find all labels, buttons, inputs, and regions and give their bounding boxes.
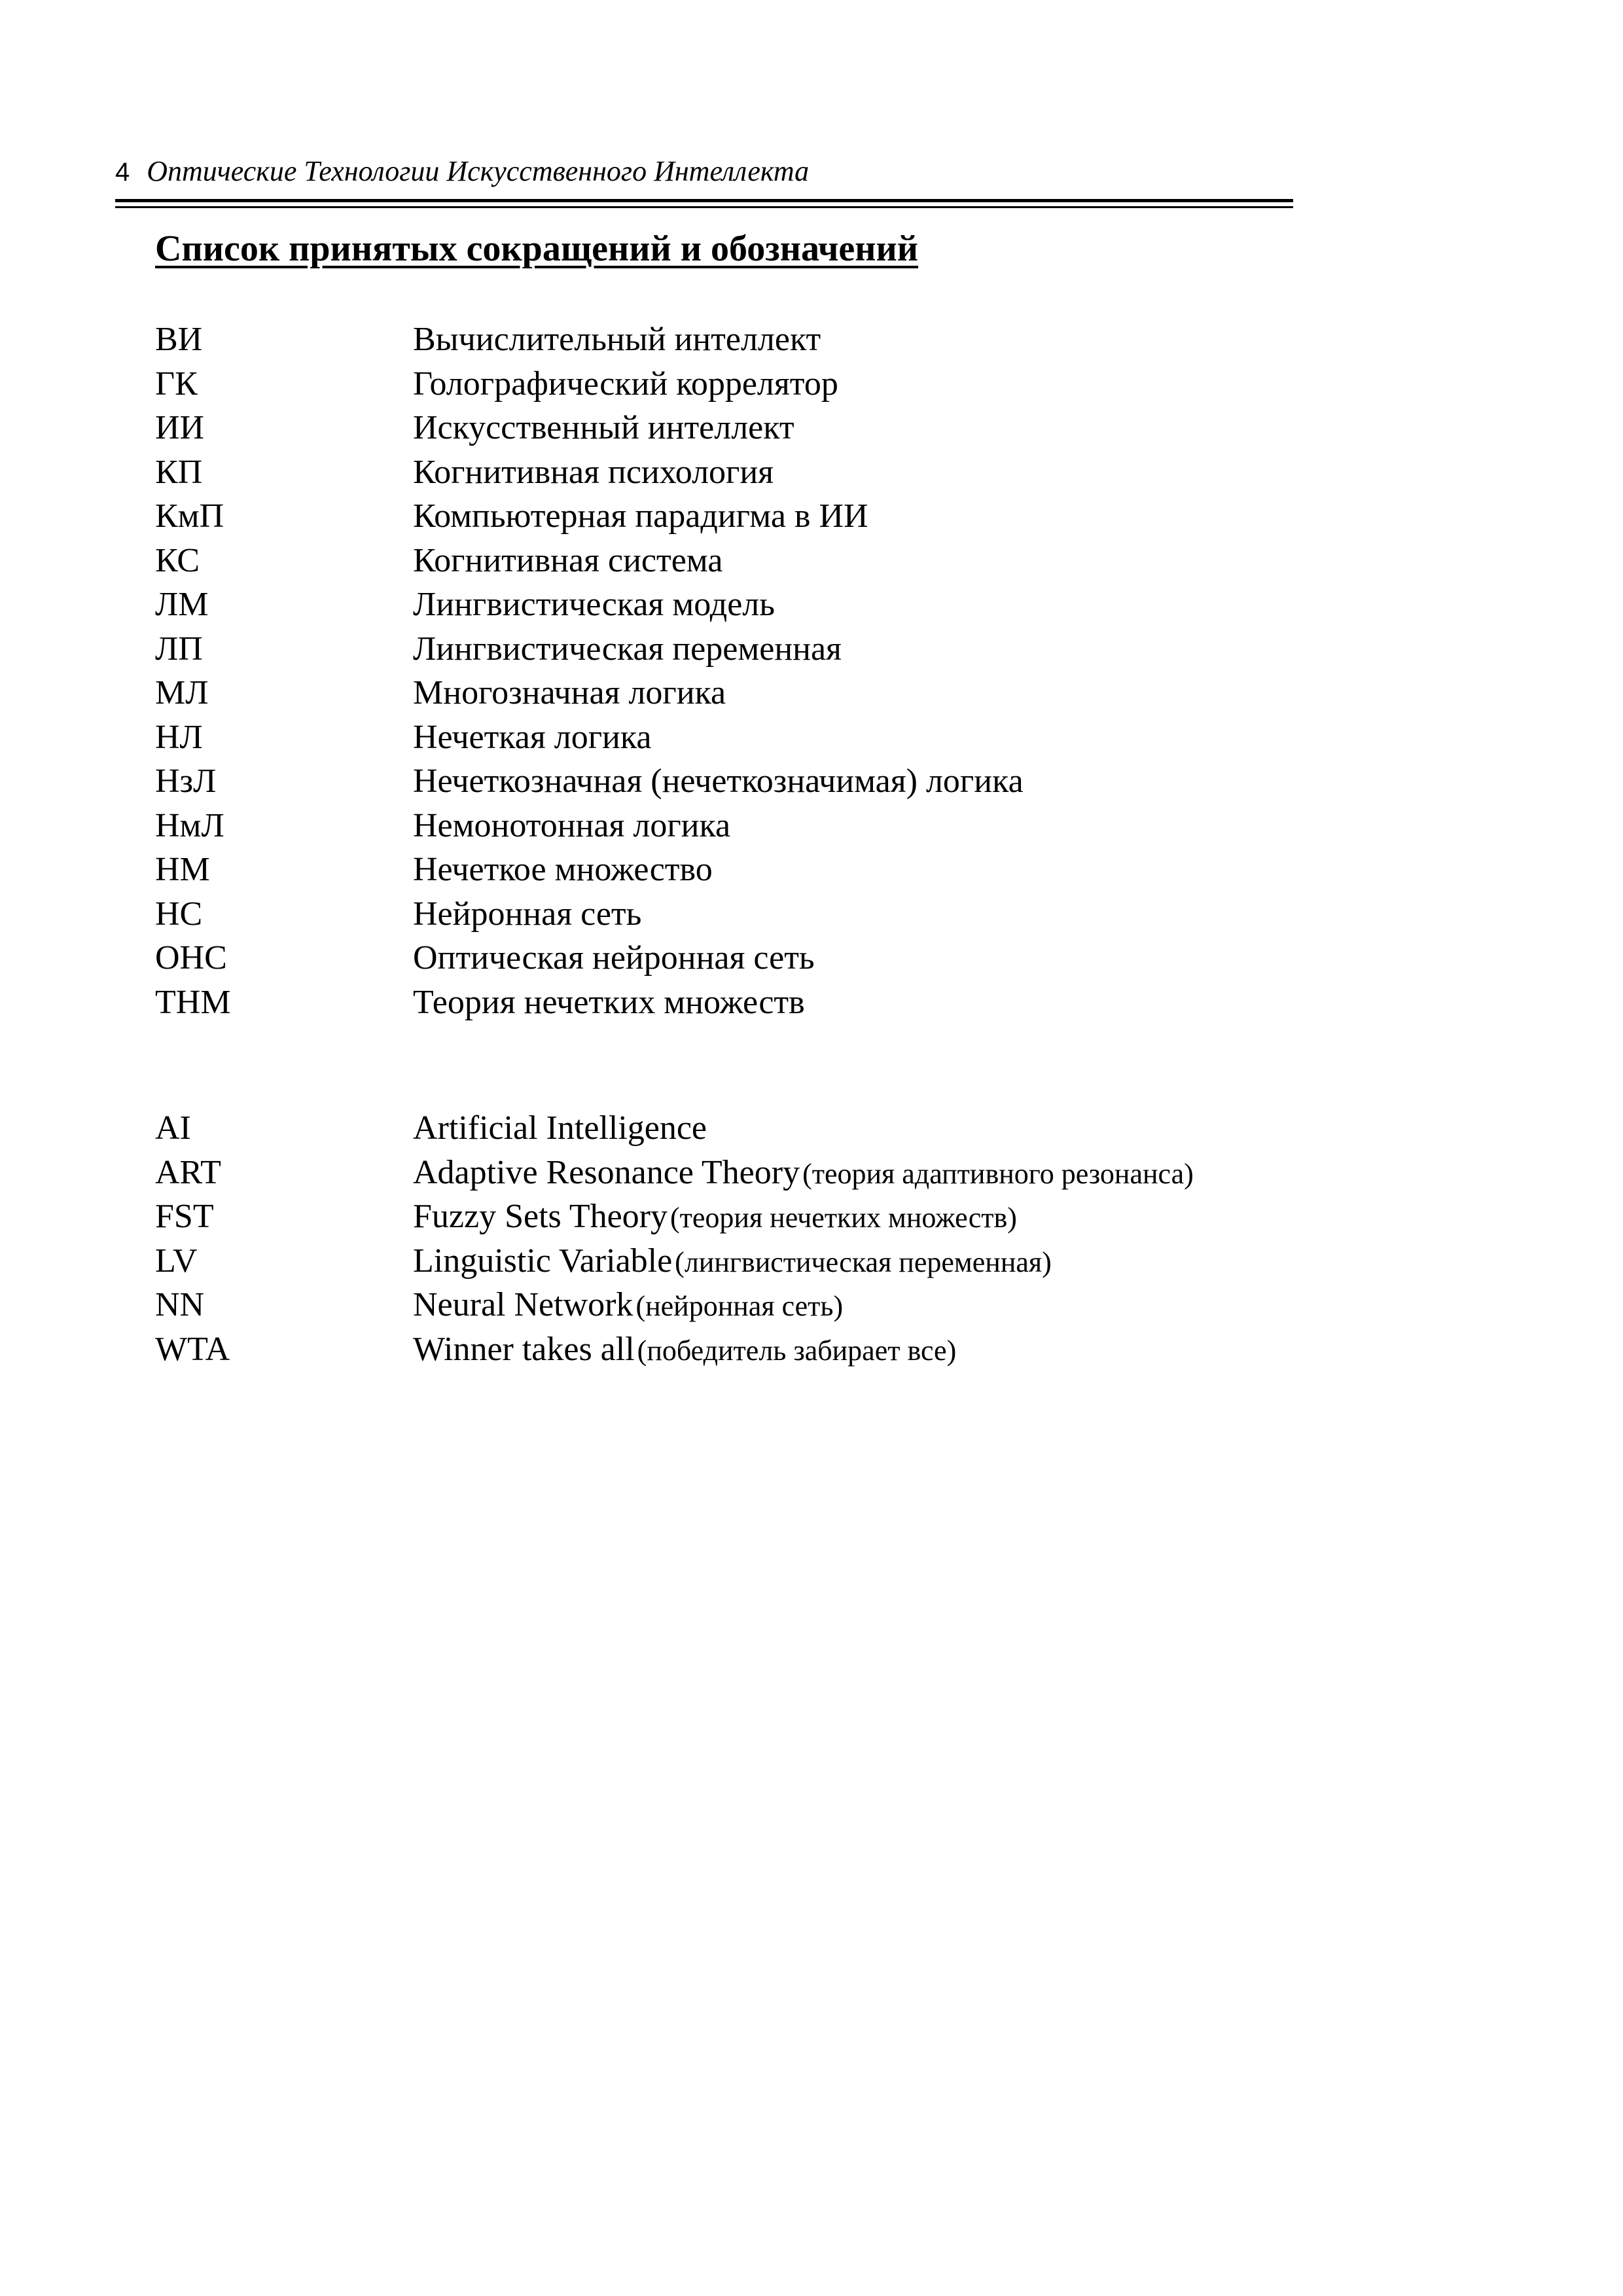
abbreviation-definition: Когнитивная система	[413, 541, 723, 579]
abbreviation-row	[155, 362, 1024, 406]
abbreviation-definition: Голографический коррелятор	[413, 365, 838, 403]
abbreviation-definition: Компьютерная парадигма в ИИ	[413, 497, 868, 535]
abbreviation-definition: Когнитивная психология	[413, 453, 774, 491]
abbreviation-row	[155, 406, 1024, 450]
abbreviation-definition: Нейронная сеть	[413, 895, 642, 933]
abbreviation-row	[155, 848, 1024, 892]
header-rule-thick	[115, 199, 1293, 202]
abbreviation-term: ТНМ	[155, 983, 231, 1021]
abbreviation-term: НС	[155, 895, 203, 933]
abbreviation-row	[155, 627, 1024, 672]
abbreviation-translation: (теория нечетких множеств)	[669, 1202, 1017, 1234]
abbreviation-term: ГК	[155, 365, 198, 403]
abbreviation-row	[155, 671, 1024, 715]
running-title: Оптические Технологии Искусственного Интеллекта	[147, 155, 810, 187]
abbreviation-definition: Многозначная логика	[413, 674, 726, 711]
abbreviation-term: ВИ	[155, 321, 203, 358]
abbreviation-term: WTA	[155, 1330, 230, 1368]
abbreviation-definition: Оптическая нейронная сеть	[413, 939, 815, 977]
abbreviation-definition: Artificial Intelligence	[413, 1109, 707, 1147]
abbreviation-definition: Нечеткая логика	[413, 718, 652, 756]
abbreviation-list-english	[155, 1106, 1194, 1371]
running-header	[115, 154, 809, 194]
abbreviation-definition: Нечеткое множество	[413, 851, 713, 888]
abbreviation-list-russian	[155, 317, 1024, 1024]
abbreviation-term: МЛ	[155, 674, 209, 711]
abbreviation-row	[155, 804, 1024, 848]
abbreviation-row	[155, 539, 1024, 583]
abbreviation-term: КС	[155, 541, 200, 579]
abbreviation-translation: (теория адаптивного резонанса)	[802, 1157, 1194, 1190]
abbreviation-term: ART	[155, 1153, 221, 1191]
abbreviation-definition: Искусственный интеллект	[413, 409, 794, 446]
abbreviation-translation: (лингвистическая переменная)	[675, 1246, 1052, 1278]
abbreviation-definition: Лингвистическая модель	[413, 586, 775, 623]
abbreviation-row	[155, 1239, 1194, 1283]
section-title: Список принятых сокращений и обозначений	[155, 228, 919, 269]
abbreviation-row	[155, 980, 1024, 1025]
abbreviation-row	[155, 892, 1024, 937]
abbreviation-definition: Вычислительный интеллект	[413, 321, 821, 358]
abbreviation-term: НмЛ	[155, 806, 224, 844]
abbreviation-term: НзЛ	[155, 762, 217, 800]
abbreviation-term: LV	[155, 1242, 198, 1280]
abbreviation-term: НЛ	[155, 718, 203, 756]
abbreviation-row	[155, 1327, 1194, 1372]
abbreviation-definition: Теория нечетких множеств	[413, 983, 805, 1021]
page-number: 4	[115, 158, 130, 187]
abbreviation-translation: (победитель забирает все)	[637, 1334, 957, 1367]
abbreviation-term: NN	[155, 1286, 205, 1323]
abbreviation-row	[155, 1151, 1194, 1195]
abbreviation-definition: Лингвистическая переменная	[413, 630, 842, 668]
abbreviation-definition: Winner takes all	[413, 1330, 635, 1368]
abbreviation-row	[155, 494, 1024, 539]
abbreviation-term: FST	[155, 1198, 214, 1235]
abbreviation-row	[155, 1106, 1194, 1151]
abbreviation-row	[155, 759, 1024, 804]
abbreviation-row	[155, 1283, 1194, 1327]
abbreviation-definition: Fuzzy Sets Theory	[413, 1198, 668, 1235]
abbreviation-term: ЛП	[155, 630, 203, 668]
abbreviation-row	[155, 1194, 1194, 1239]
abbreviation-row	[155, 936, 1024, 980]
abbreviation-term: КмП	[155, 497, 224, 535]
abbreviation-row	[155, 583, 1024, 627]
abbreviation-term: НМ	[155, 851, 210, 888]
abbreviation-translation: (нейронная сеть)	[635, 1290, 844, 1322]
abbreviation-term: AI	[155, 1109, 191, 1147]
abbreviation-row	[155, 450, 1024, 495]
abbreviation-term: ИИ	[155, 409, 205, 446]
abbreviation-definition: Немонотонная логика	[413, 806, 731, 844]
abbreviation-term: ЛМ	[155, 586, 209, 623]
abbreviation-definition: Нечеткозначная (нечеткозначимая) логика	[413, 762, 1024, 800]
abbreviation-definition: Adaptive Resonance Theory	[413, 1153, 800, 1191]
header-rule-thin	[115, 206, 1293, 208]
abbreviation-row	[155, 715, 1024, 760]
abbreviation-definition: Neural Network	[413, 1286, 633, 1323]
abbreviation-term: ОНС	[155, 939, 227, 977]
abbreviation-definition: Linguistic Variable	[413, 1242, 673, 1280]
abbreviation-row	[155, 317, 1024, 362]
abbreviation-term: КП	[155, 453, 203, 491]
